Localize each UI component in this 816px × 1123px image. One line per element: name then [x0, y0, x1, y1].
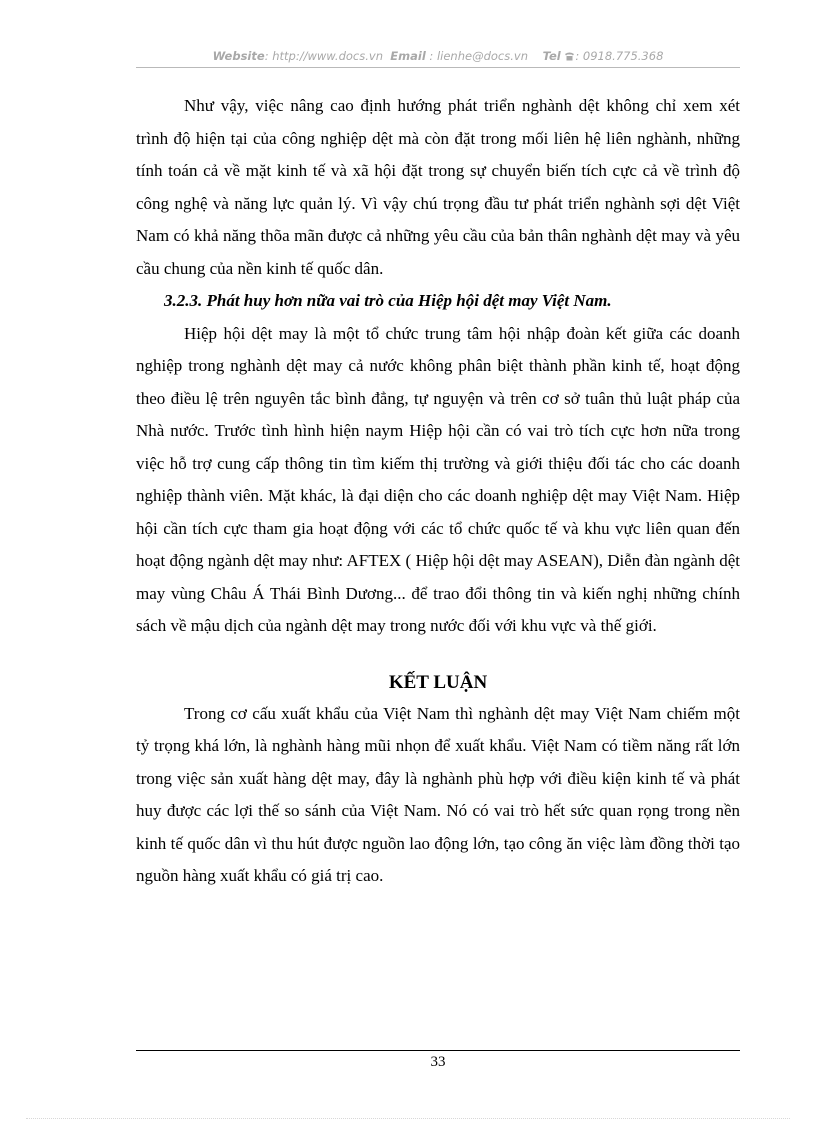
body-paragraph-3: Trong cơ cấu xuất khẩu của Việt Nam thì nghành dệt may Việt Nam chiếm một tỷ trọng khá lớn, là nghành hàng mũi nhọn để xuất khẩu. Việt Nam có tiềm năng rất lớn trong việc sản xuất hàng dệt may, đây là nghành phù hợp với điều kiện kinh tế và phát huy được các lợi thế so sánh của Việt Nam. Nó có vai trò hết sức quan rọng trong nền kinh tế quốc dân vì thu hút được nguồn lao động lớn, tạo công ăn việc làm đồng thời tạo nguồn hàng xuất khẩu có giá trị cao. [136, 703, 740, 885]
page-bottom-edge [26, 1118, 790, 1119]
page-header [136, 46, 740, 66]
header-website-value: : http://www.docs.vn [264, 49, 383, 63]
section-heading: 3.2.3. Phát huy hơn nữa vai trò của Hiệp hội dệt may Việt Nam. [164, 291, 612, 310]
body-paragraph-1: Như vậy, việc nâng cao định hướng phát triển nghành dệt không chỉ xem xét trình độ hiện tại của công nghiệp dệt mà còn đặt trong mối liên hệ liên nghành, những tính toán cả về mặt kinh tế và xã hội đặt trong sự chuyển biến tích cực cả về trình độ công nghệ và năng lực quản lý. Vì vậy chú trọng đầu tư phát triển nghành sợi dệt Việt Nam có khả năng thõa mãn được cả những yêu cầu của bản thân nghành dệt may và yêu cầu chung của nền kinh tế quốc dân. [136, 96, 740, 278]
conclusion-title: KẾT LUẬN [388, 671, 488, 693]
header-tel-value: : 0918.775.368 [575, 49, 664, 63]
header-website-label: Website [212, 49, 265, 63]
document-body [136, 90, 740, 893]
body-paragraph-2: Hiệp hội dệt may là một tổ chức trung tâm hội nhập đoàn kết giữa các doanh nghiệp trong nghành dệt may cả nước không phân biệt thành phần kinh tế, hoạt động theo điều lệ trên nguyên tắc bình đẳng, tự nguyện và trên cơ sở tuân thủ luật pháp của Nhà nước. Trước tình hình hiện naym Hiệp hội cần có vai trò tích cực hơn nữa trong việc hỗ trợ cung cấp thông tin tìm kiếm thị trường và giới thiệu đối tác cho các doanh nghiệp thành viên. Mặt khác, là đại diện cho các doanh nghiệp dệt may Việt Nam. Hiệp hội cần tích cực tham gia hoạt động với các tổ chức quốc tế và khu vực liên quan đến hoạt động ngành dệt may như: AFTEX ( Hiệp hội dệt may ASEAN), Diễn đàn ngành dệt may vùng Châu Á Thái Bình Dương... để trao đổi thông tin và kiến nghị những chính sách về mậu dịch của ngành dệt may trong nước đối với khu vực và thế giới. [136, 323, 740, 635]
header-divider [136, 67, 740, 68]
phone-icon [564, 49, 575, 63]
footer-divider [136, 1050, 740, 1051]
page-number: 33 [430, 1054, 446, 1070]
header-tel-label: Tel [542, 49, 561, 63]
header-email-label: Email [390, 49, 426, 63]
header-email-value: : lienhe@docs.vn [425, 49, 528, 63]
